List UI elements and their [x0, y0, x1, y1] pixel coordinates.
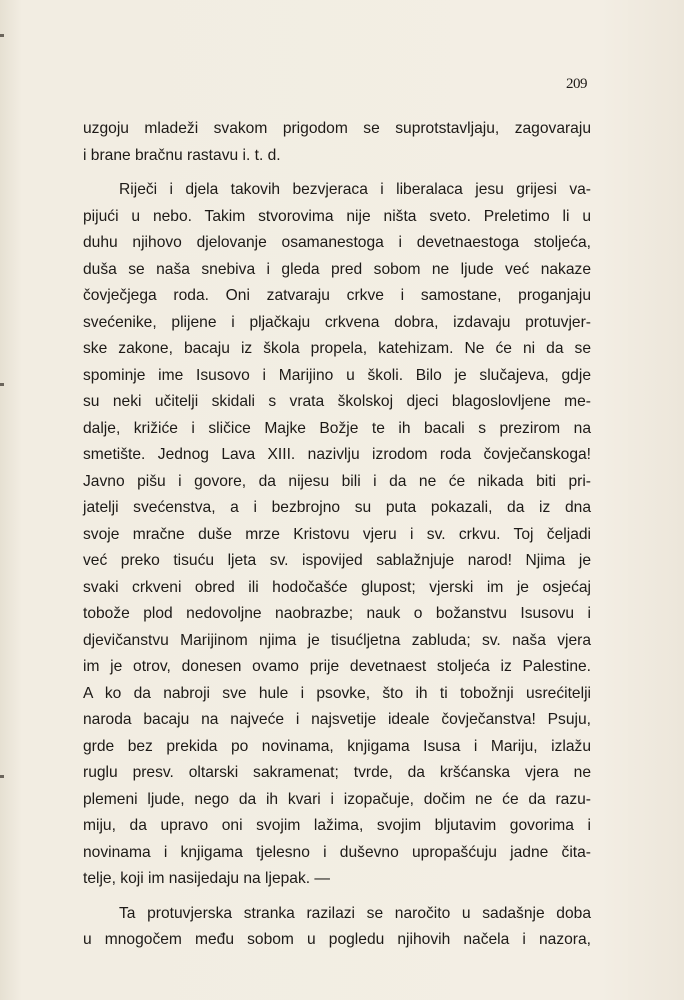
- text-line: Riječi i djela takovih bezvjeraca i liberalaca jesu grijesi va-: [119, 181, 591, 198]
- text-line: plemeni ljude, nego da ih kvari i izopačuje, dočim ne će da razu-: [83, 790, 591, 808]
- text-line: pijući u nebo. Takim stvorovima nije ništa sveto. Preletimo li u: [83, 207, 591, 225]
- paragraph: [83, 177, 591, 893]
- text-line: čovječjega roda. Oni zatvaraju crkve i samostane, proganjaju: [83, 287, 591, 304]
- text-line: duša se naša snebiva i gleda pred sobom ne ljude već nakaze: [83, 260, 591, 278]
- text-line: i brane bračnu rastavu i. t. d.: [83, 146, 281, 164]
- binding-mark: [0, 34, 4, 37]
- text-line: već preko tisuću ljeta sv. ispovijed sablažnjuje narod! Njima je: [83, 552, 591, 569]
- page-number: 209: [566, 76, 587, 92]
- text-line: ske zakone, bacaju iz škola propela, katehizam. Ne će ni da se: [83, 340, 591, 357]
- text-line: djevičanstvu Marijinom njima je tisućljetna zabluda; sv. naša vjera: [83, 631, 591, 649]
- text-line: miju, da upravo oni svojim lažima, svojim bljutavim govorima i: [83, 817, 591, 834]
- text-line: spominje ime Isusovo i Marijino u školi. Bilo je slučajeva, gdje: [83, 366, 591, 384]
- paragraph-gap: [83, 169, 591, 177]
- binding-mark: [0, 775, 4, 778]
- text-line: Ta protuvjerska stranka razilazi se naročito u sadašnje doba: [119, 904, 591, 922]
- body-text: [83, 116, 591, 954]
- text-line: tobože plod nedovoljne naobrazbe; nauk o božanstvu Isusovu i: [83, 605, 591, 622]
- paragraph: [83, 116, 591, 169]
- text-line: su neki učitelji skidali s vrata školskoj djeci blagoslovljene me-: [83, 393, 591, 410]
- text-line: naroda bacaju na najveće i najsvetije ideale čovječanstva! Psuju,: [83, 711, 591, 728]
- paragraph: [83, 901, 591, 954]
- text-line: novinama i knjigama tjelesno i duševno upropašćuju jadne čita-: [83, 843, 591, 861]
- text-line: duhu njihovo djelovanje osamanestoga i devetnaestoga stoljeća,: [83, 234, 591, 251]
- paragraph-gap: [83, 893, 591, 901]
- text-line: ruglu presv. oltarski sakramenat; tvrde, da kršćanska vjera ne: [83, 764, 591, 781]
- text-line: dalje, križiće i sličice Majke Božje te ih bacali s prezirom na: [83, 419, 591, 437]
- text-line: svoje mračne duše mrze Kristovu vjeru i sv. crkvu. Toj čeljadi: [83, 525, 591, 543]
- text-line: grde bez prekida po novinama, knjigama Isusa i Mariju, izlažu: [83, 737, 591, 755]
- text-line: svećenike, plijene i pljačkaju crkvena dobra, izdavaju protuvjer-: [83, 313, 591, 331]
- binding-mark: [0, 383, 4, 386]
- text-line: Javno pišu i govore, da nijesu bili i da ne će nikada biti pri-: [83, 472, 591, 490]
- text-line: jatelji svećenstva, a i bezbrojno su puta pokazali, da iz dna: [83, 499, 591, 516]
- text-line: telje, koji im nasijedaju na ljepak. —: [83, 870, 331, 887]
- text-line: A ko da nabroji sve hule i psovke, što ih ti tobožnji usrećitelji: [83, 684, 591, 702]
- text-line: im je otrov, donesen ovamo prije devetnaest stoljeća iz Palestine.: [83, 658, 591, 675]
- text-line: uzgoju mladeži svakom prigodom se suprotstavljaju, zagovaraju: [83, 120, 591, 137]
- text-line: svaki crkveni obred ili hodočašće glupost; vjerski im je osjećaj: [83, 578, 591, 596]
- text-line: smetište. Jednog Lava XIII. nazivlju izrodom roda čovječanskoga!: [83, 446, 591, 463]
- text-line: u mnogočem među sobom u pogledu njihovih načela i nazora,: [83, 931, 591, 948]
